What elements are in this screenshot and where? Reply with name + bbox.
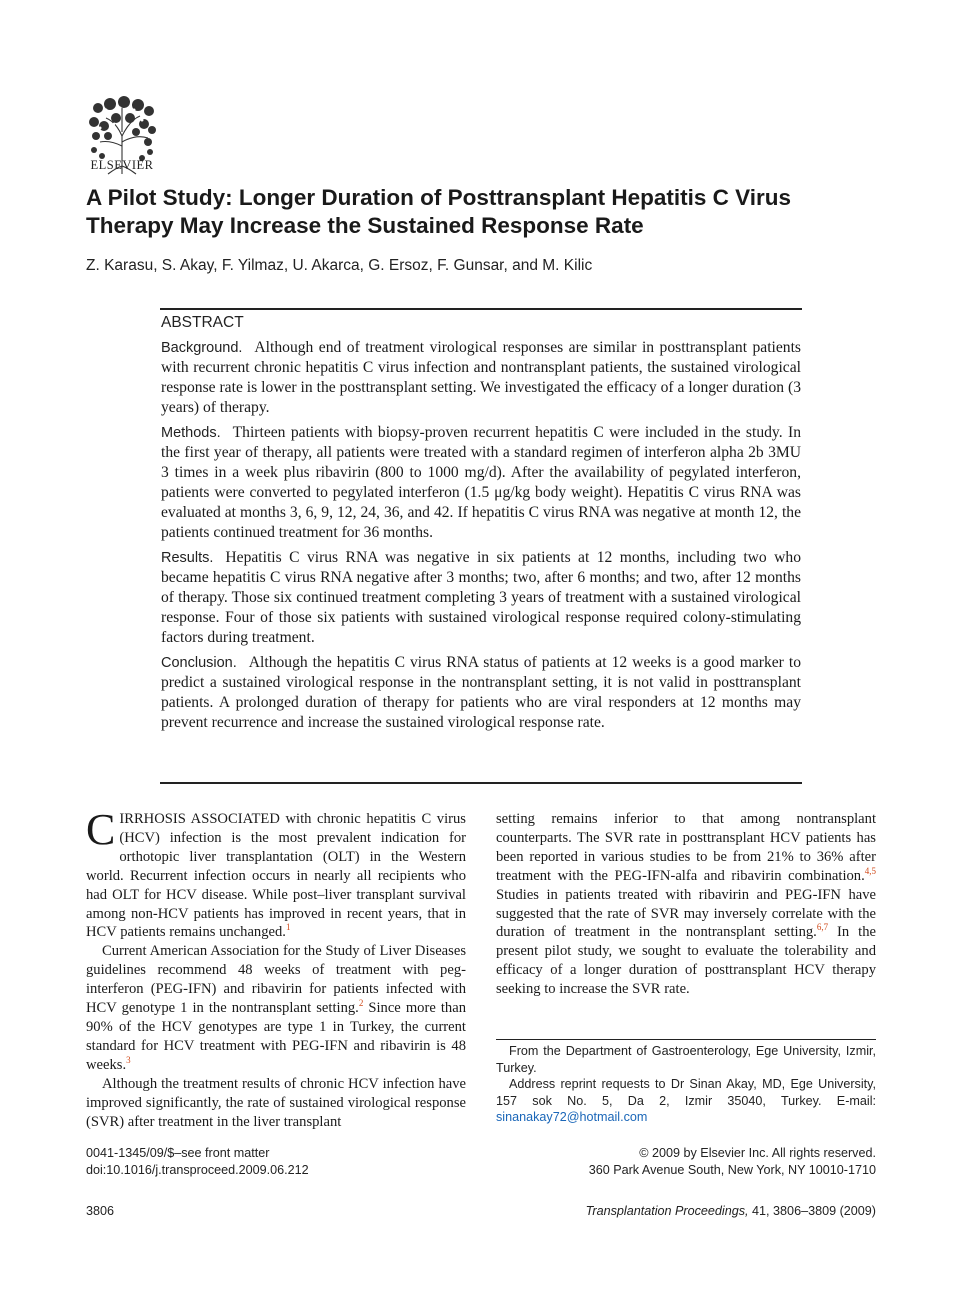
email-link[interactable]: sinanakay72@hotmail.com: [496, 1110, 648, 1124]
intro-paragraph-3-cont: setting remains inferior to that among nontransplant counterparts. The SVR rate in posttransplant HCV patients has been reported in various studies to be from 21% to 36% after treatment with the PEG-IFN-alfa and ribavirin combination.$^{4,5}$ Studies in patients treated with ribavirin and PEG-IFN have suggested that the rate of SVR may inversely correlate with the duration of treatment in the nontransplant setting.$^{6,7}$ In the present pilot study, we sought to evaluate the tolerability and efficacy of a longer duration of posttransplant HCV therapy seeking to increase the SVR rate.: [496, 811, 876, 998]
paragraph-text: Current American Association for the Study of Liver Diseases guidelines recommend 48 weeks of treatment with peg-interferon (PEG-IFN) and ribavirin for patients infected with HCV genotype 1 in the nontransplant setting.: [86, 943, 466, 1017]
abstract-label: Background.: [161, 340, 243, 356]
abstract-label: Results.: [161, 550, 214, 566]
journal-volume-pages: 41, 3806–3809 (2009): [748, 1204, 876, 1218]
footer-left: [86, 1145, 309, 1179]
publisher-name: ELSEVIER: [90, 158, 154, 172]
abstract-bottom-rule: [160, 782, 802, 784]
abstract-text: Hepatitis C virus RNA was negative in six patients at 12 months, including two who became hepatitis C virus RNA negative after 3 months; two, after 6 months; and two, after 12 months of therapy. Those six continued treatment completing 3 years of treatment with a sustained virological response. Four of those six patients with sustained virological response required colony-stimulating factors during treatment.: [161, 549, 801, 646]
paragraph-text: In the present pilot study, we sought to evaluate the tolerability and efficacy of a longer duration of posttransplant HCV therapy seeking to increase the SVR rate.: [496, 924, 876, 998]
footer-right: [520, 1145, 876, 1179]
drop-cap: C: [86, 805, 116, 854]
reprint-address: Address reprint requests to Dr Sinan Akay, MD, Ege University, 157 sok No. 5, Da 2, Izmir 35040, Turkey. E-mail:: [496, 1077, 876, 1108]
abstract-methods: [161, 423, 801, 543]
author-list: Z. Karasu, S. Akay, F. Yilmaz, U. Akarca, G. Ersoz, F. Gunsar, and M. Kilic: [86, 257, 593, 274]
paragraph-text: with chronic hepatitis C virus (HCV) infection is the most prevalent indication for orthotopic liver transplantation (OLT) in the Western world. Recurrent infection occurs in nearly all recipients who had OLT for HCV disease. While post–liver transplant survival among non-HCV patients has improved in recent years, that in HCV patients remains unchanged.: [86, 811, 466, 941]
citation-link[interactable]: 2: [358, 998, 364, 1009]
journal-citation: [520, 1204, 876, 1218]
intro-paragraph-2: [86, 942, 466, 1074]
abstract-text: Although the hepatitis C virus RNA status of patients at 12 weeks is a good marker to predict a sustained virological response in the nontransplant setting, it is not valid in posttransplant patients. A prolonged duration of therapy for patients who are viral responders at 12 months may prevent recurrence and increase the sustained virological response rate.: [161, 654, 801, 731]
paragraph-text: Studies in patients treated with ribavirin and PEG-IFN have suggested that the rate of SVR may inversely correlate with the duration of treatment in the nontransplant setting.: [496, 886, 876, 941]
body-right-column: [496, 810, 876, 999]
article-title: A Pilot Study: Longer Duration of Posttransplant Hepatitis C Virus Therapy May Increase the Sustained Response Rate: [86, 185, 792, 238]
citation-link[interactable]: 3: [126, 1054, 131, 1065]
affiliation-rule: [496, 1039, 876, 1040]
intro-paragraph-3-start: Although the treatment results of chronic HCV infection have improved significantly, the rate of sustained virological response (SVR) after treatment in the liver transplant: [86, 1075, 466, 1130]
abstract-text: Although end of treatment virological responses are similar in posttransplant patients with recurrent chronic hepatitis C virus infection and nontransplant patients, the sustained virological response rate is lower in the posttransplant setting. We investigated the efficacy of a longer duration (3 years) of therapy.: [161, 339, 801, 416]
abstract-background: [161, 338, 801, 418]
citation-link[interactable]: 6,7: [816, 922, 829, 933]
affiliation-from: From the Department of Gastroenterology, Ege University, Izmir, Turkey.: [496, 1044, 876, 1075]
paragraph-text: Since more than 90% of the HCV genotypes are type 1 in Turkey, the current standard for HCV treatment with PEG-IFN and ribavirin is 48 weeks.: [86, 1000, 466, 1073]
abstract-conclusion: [161, 653, 801, 733]
abstract-label: Conclusion.: [161, 655, 237, 671]
page-number: 3806: [86, 1204, 115, 1218]
copyright-line: © 2009 by Elsevier Inc. All rights reserved.: [639, 1146, 876, 1160]
doi-line[interactable]: doi:10.1016/j.transproceed.2009.06.212: [86, 1163, 309, 1177]
lead-in: IRRHOSIS ASSOCIATED: [119, 811, 280, 827]
abstract-results: [161, 548, 801, 648]
citation-link[interactable]: 1: [285, 922, 291, 933]
abstract-body: [161, 338, 801, 738]
abstract-top-rule: [160, 308, 802, 310]
abstract-heading: ABSTRACT: [161, 314, 244, 331]
affiliation-block: [496, 1043, 876, 1126]
publisher-address: 360 Park Avenue South, New York, NY 10010-1710: [588, 1163, 876, 1177]
journal-name: Transplantation Proceedings,: [585, 1204, 749, 1218]
abstract-text: Thirteen patients with biopsy-proven recurrent hepatitis C were included in the study. In the first year of therapy, all patients were treated with a standard regimen of interferon alpha 2b 3MU 3 times in a week plus ribavirin (800 to 1000 mg/d). After the availability of pegylated interferon, patients were converted to pegylated interferon (1.5 μg/kg body weight). Hepatitis C virus RNA was evaluated at months 3, 6, 9, 12, 24, 36, and 42. If hepatitis C virus RNA was negative at month 12, the patients continued treatment for 36 months.: [161, 424, 801, 541]
issn-line: 0041-1345/09/$–see front matter: [86, 1146, 270, 1160]
affiliation-reprint: [496, 1076, 876, 1126]
abstract-label: Methods.: [161, 425, 221, 441]
body-left-column: [86, 805, 466, 1131]
citation-link[interactable]: 4,5: [864, 865, 876, 876]
intro-paragraph-1: [86, 805, 466, 942]
